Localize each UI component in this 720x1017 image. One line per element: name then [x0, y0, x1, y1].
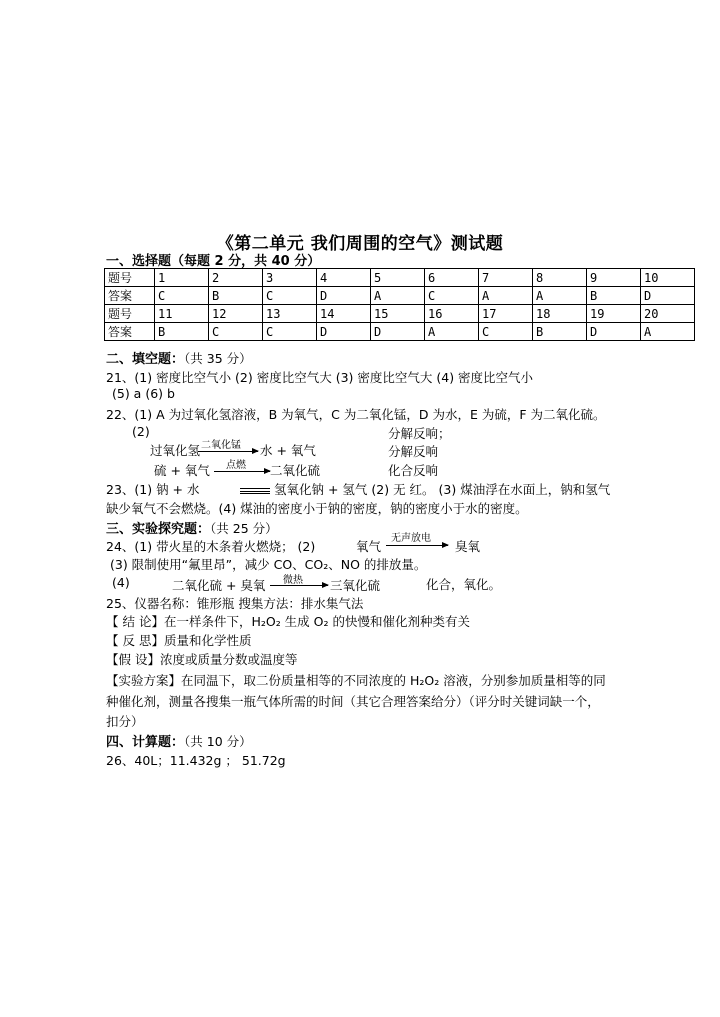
q24-eq4-right: 三氧化硫 — [330, 578, 381, 593]
table-cell: B — [587, 287, 641, 305]
table-cell: 7 — [479, 269, 533, 287]
row-label-number: 题号 — [105, 269, 155, 287]
section-2-title: 二、填空题： — [106, 352, 185, 367]
table-cell: 19 — [587, 305, 641, 323]
table-cell: 17 — [479, 305, 533, 323]
table-cell: 16 — [425, 305, 479, 323]
table-cell: 12 — [209, 305, 263, 323]
conclusion-label: 【 结 论】 — [106, 614, 164, 629]
table-cell: C — [263, 323, 317, 341]
q23-line-2: 缺少氧气不会燃烧。(4) 煤油的密度小于钠的密度，钠的密度小于水的密度。 — [106, 501, 528, 516]
section-1-heading: 一、选择题（每题 2 分，共 40 分） — [106, 254, 321, 269]
table-cell: 9 — [587, 269, 641, 287]
q22-reaction-3-condition: 点燃 — [226, 460, 246, 471]
conclusion-text: 在一样条件下，H₂O₂ 生成 O₂ 的快慢和催化剂种类有关 — [163, 614, 470, 629]
q25-line-1: 25、仪器名称：锥形瓶 搜集方法：排水集气法 — [106, 596, 364, 611]
q24-eq4-condition: 微热 — [283, 575, 303, 586]
q25-hypothesis — [106, 650, 298, 668]
table-cell: D — [371, 323, 425, 341]
q25-reflection — [106, 631, 251, 649]
plan-text: 在同温下，取二份质量相等的不同浓度的 H₂O₂ 溶液，分别参加质量相等的同 — [181, 673, 606, 688]
section-3-title: 三、实验探究题： — [106, 522, 211, 537]
section-4-points: （共 10 分） — [184, 734, 252, 749]
q23-line-1a: 23、(1) 钠 + 水 — [106, 482, 200, 497]
table-row — [105, 305, 695, 323]
q22-part-2: (2) — [132, 424, 150, 439]
table-cell: 4 — [317, 269, 371, 287]
section-4-heading — [106, 731, 252, 750]
q23-line-1b: 氢氧化钠 + 氢气 (2) 无 红。 (3) 煤油浮在水面上，钠和氢气 — [274, 482, 611, 497]
q24-line-2: (3) 限制使用“氟里昂”，减少 CO、CO₂、NO 的排放量。 — [110, 557, 427, 572]
table-cell: A — [533, 287, 587, 305]
table-cell: A — [641, 323, 695, 341]
equals-sign-icon — [240, 488, 270, 494]
table-cell: B — [209, 287, 263, 305]
q25-plan-line-3: 扣分） — [106, 714, 144, 729]
section-3-heading — [106, 518, 278, 537]
table-cell: 10 — [641, 269, 695, 287]
table-cell: 6 — [425, 269, 479, 287]
reaction-arrow-icon — [386, 545, 448, 546]
table-cell: A — [479, 287, 533, 305]
q24-eq4-left: 二氧化硫 + 臭氧 — [172, 578, 266, 593]
table-row — [105, 269, 695, 287]
q25-conclusion — [106, 612, 470, 630]
q24-line-1: 24、(1) 带火星的木条着火燃烧； (2) — [106, 539, 316, 554]
q24-eq-condition: 无声放电 — [391, 533, 431, 544]
table-cell: D — [641, 287, 695, 305]
q25-plan-line-2: 种催化剂，测量各搜集一瓶气体所需的时间（其它合理答案给分）（评分时关键词缺一个， — [106, 694, 600, 709]
q21-line-2: (5) a (6) b — [112, 386, 175, 401]
table-cell: 8 — [533, 269, 587, 287]
q22-reaction-1-left: 过氧化氢 — [150, 443, 201, 458]
table-cell: B — [533, 323, 587, 341]
section-3-points: （共 25 分） — [210, 521, 278, 536]
hypothesis-text: 浓度或质量分数或温度等 — [159, 652, 298, 667]
table-cell: A — [425, 323, 479, 341]
hypothesis-label: 【假 设】 — [106, 652, 160, 667]
table-cell: 13 — [263, 305, 317, 323]
q25-plan-line-1 — [106, 671, 606, 689]
table-cell: C — [425, 287, 479, 305]
table-cell: D — [317, 323, 371, 341]
q22-reaction-1-right: 水 + 氧气 — [260, 443, 316, 458]
q22-reaction-3-right: 二氧化硫 — [270, 463, 321, 478]
plan-label: 【实验方案】 — [106, 673, 182, 688]
reflection-label: 【 反 思】 — [106, 633, 164, 648]
table-cell: 3 — [263, 269, 317, 287]
answer-table — [104, 268, 695, 341]
table-cell: C — [155, 287, 209, 305]
q26-line-1: 26、40L；11.432g ； 51.72g — [106, 753, 286, 768]
row-label-number: 题号 — [105, 305, 155, 323]
reaction-arrow-icon — [214, 471, 270, 472]
table-cell: 2 — [209, 269, 263, 287]
table-cell: C — [263, 287, 317, 305]
q21-line-1: 21、(1) 密度比空气小 (2) 密度比空气大 (3) 密度比空气大 (4) 密度比空气小 — [106, 370, 534, 385]
q24-eq4-type: 化合，氧化。 — [426, 577, 502, 592]
table-cell: D — [587, 323, 641, 341]
section-4-title: 四、计算题： — [106, 735, 185, 750]
table-cell: 18 — [533, 305, 587, 323]
table-cell: C — [479, 323, 533, 341]
table-cell: 20 — [641, 305, 695, 323]
table-cell: D — [317, 287, 371, 305]
q22-reaction-2-type: 分解反响 — [388, 444, 439, 459]
q22-reaction-3-type: 化合反响 — [388, 463, 439, 478]
q24-eq-right: 臭氧 — [455, 539, 481, 554]
q22-reaction-1-type: 分解反响； — [388, 426, 451, 441]
table-cell: B — [155, 323, 209, 341]
q22-line-1: 22、(1) A 为过氧化氢溶液，B 为氧气，C 为二氧化锰，D 为水，E 为硫，F 为二氧化硫。 — [106, 407, 606, 422]
q22-reaction-1-condition: 二氧化锰 — [201, 440, 241, 451]
table-cell: 1 — [155, 269, 209, 287]
table-row — [105, 323, 695, 341]
q22-reaction-3-left: 硫 + 氧气 — [154, 463, 210, 478]
q24-part-4: (4) — [112, 575, 130, 590]
table-cell: A — [371, 287, 425, 305]
section-2-points: （共 35 分） — [184, 351, 252, 366]
row-label-answer: 答案 — [105, 323, 155, 341]
page-title: 《第二单元 我们周围的空气》测试题 — [216, 234, 504, 254]
table-cell: 14 — [317, 305, 371, 323]
q24-eq-left: 氧气 — [356, 539, 382, 554]
reaction-arrow-icon — [270, 585, 328, 586]
table-row — [105, 287, 695, 305]
reflection-text: 质量和化学性质 — [163, 633, 252, 648]
table-cell: 15 — [371, 305, 425, 323]
reaction-arrow-icon — [198, 451, 258, 452]
table-cell: 11 — [155, 305, 209, 323]
table-cell: 5 — [371, 269, 425, 287]
section-2-heading — [106, 348, 252, 367]
row-label-answer: 答案 — [105, 287, 155, 305]
table-cell: C — [209, 323, 263, 341]
